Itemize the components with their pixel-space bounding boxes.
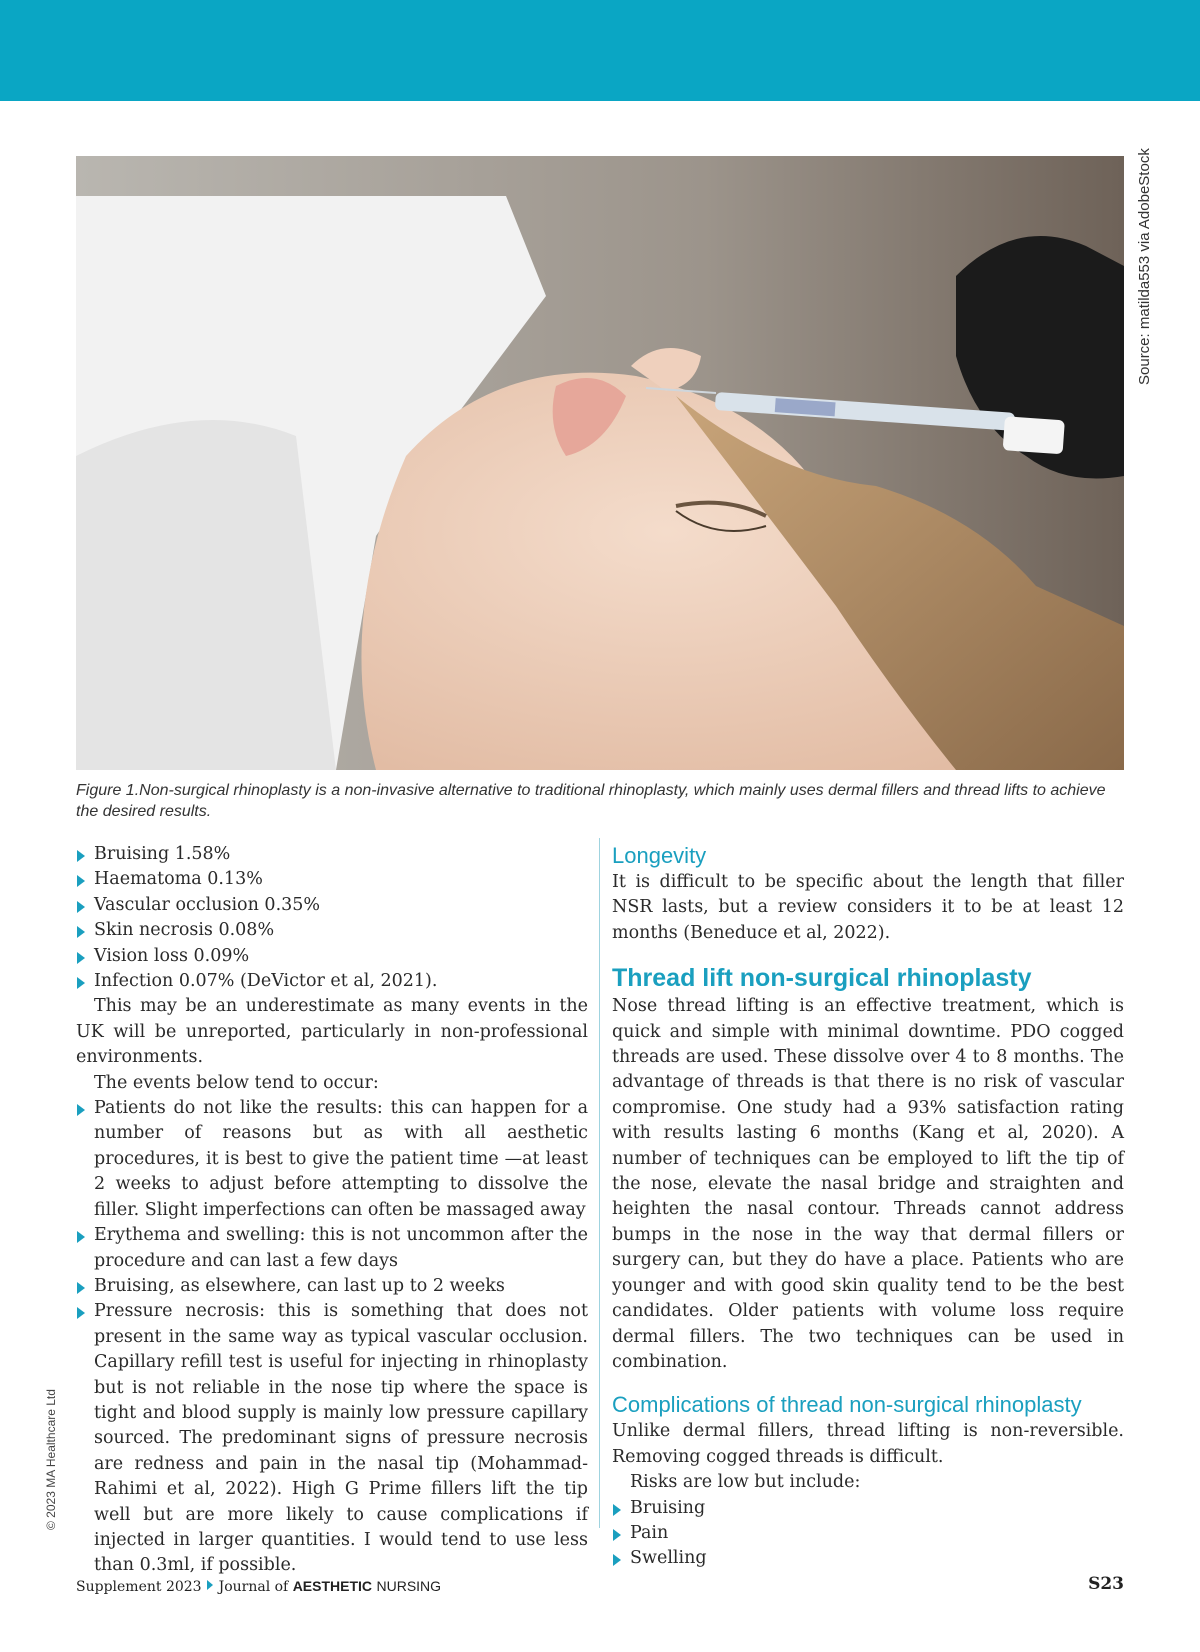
list-item <box>76 1274 588 1299</box>
right-column <box>612 842 1124 1572</box>
list-item-text: Haematoma 0.13% <box>94 869 263 890</box>
list-item <box>76 1096 588 1223</box>
page-footer <box>76 1574 1124 1598</box>
arrow-bullet-icon <box>77 875 85 887</box>
list-item-text: Bruising 1.58% <box>94 844 231 864</box>
body-paragraph: Nose thread lifting is an effective treatment, which is quick and simple with minimal downtime. PDO cogged threads are used. These dissolve over 4 to 8 months. The advantage of threads is that there is no risk of vascular compromise. One study had a 93% satisfaction rating with results lasting 6 months (Kang et al, 2020). A number of techniques can be employed to lift the tip of the nose, elevate the nasal bridge and straighten and heighten the nasal contour. Threads cannot address bumps in the nose in the way that dermal fillers or surgery can, but they do have a place. Patients who are younger and with good skin quality tend to be the best candidates. Older patients with volume loss require dermal fillers. The two techniques can be used in combination. <box>612 996 1124 1372</box>
list-item <box>76 969 588 994</box>
complication-rates-list <box>76 842 588 994</box>
arrow-bullet-icon <box>77 901 85 913</box>
list-item-text: Pain <box>630 1522 669 1543</box>
list-item-text: Vascular occlusion 0.35% <box>94 894 321 915</box>
arrow-bullet-icon <box>613 1529 621 1541</box>
list-item-text: Pressure necrosis: this is something that does not present in the same way as typical vascular occlusion. Capillary refill test is useful for injecting in rhinoplasty but is not reliable in the nose tip where the space is tight and blood supply is mainly low pressure capillary sourced. The predominant signs of pressure necrosis are redness and pain in the nasal tip (Mohammad-Rahimi et al, 2022). High G Prime fillers lift the tip well but are more likely to cause complications if injected in larger quantities. I would tend to use less than 0.3ml, if possible. <box>94 1301 588 1576</box>
body-paragraph: It is difficult to be specific about the length that filler NSR lasts, but a review considers it to be at least 12 months (Beneduce et al, 2022). <box>612 872 1124 943</box>
copyright-note <box>44 1380 64 1530</box>
heading-longevity: Longevity <box>612 843 707 868</box>
footer-source <box>76 1578 441 1595</box>
photo-credit-text: Source: matilda553 via AdobeStock <box>1136 148 1153 385</box>
list-item-text: Swelling <box>630 1548 707 1569</box>
body-paragraph: Unlike dermal fillers, thread lifting is non-reversible. Removing cogged threads is difficult. <box>612 1421 1124 1467</box>
top-color-bar <box>0 0 1200 101</box>
arrow-bullet-icon <box>77 977 85 989</box>
footer-nursing: NURSING <box>376 1578 442 1594</box>
arrow-bullet-icon <box>77 1104 85 1116</box>
arrow-bullet-icon <box>613 1504 621 1516</box>
arrow-bullet-icon <box>77 1231 85 1243</box>
list-item <box>612 1496 1124 1521</box>
list-item-text: Erythema and swelling: this is not uncommon after the procedure and can last a few days <box>94 1225 588 1271</box>
figure-caption: Figure 1.Non-surgical rhinoplasty is a non-invasive alternative to traditional rhinoplasty, which mainly uses dermal fillers and thread lifts to achieve the desired results. <box>76 782 1106 820</box>
arrow-bullet-icon <box>77 1307 85 1319</box>
risks-list <box>612 1496 1124 1572</box>
left-column <box>76 842 588 1579</box>
body-paragraph: The events below tend to occur: <box>94 1072 379 1093</box>
list-item-text: Patients do not like the results: this can happen for a number of reasons but as with all aesthetic procedures, it is best to give the patient time —at least 2 weeks to adjust before attempting to dissolve the filler. Slight imperfections can often be massaged away <box>94 1098 588 1220</box>
page-number: S23 <box>1088 1574 1124 1594</box>
arrow-bullet-icon <box>77 850 85 862</box>
list-item-text: Infection 0.07% (DeVictor et al, 2021). <box>94 971 438 992</box>
list-item <box>76 918 588 943</box>
body-paragraph: This may be an underestimate as many events in the UK will be unreported, particularly in non-professional environments. <box>76 996 588 1068</box>
list-item <box>76 944 588 969</box>
body-paragraph: Risks are low but include: <box>630 1472 861 1493</box>
list-item <box>76 1223 588 1274</box>
list-item <box>76 867 588 892</box>
arrow-bullet-icon <box>77 952 85 964</box>
figure-photo <box>76 156 1124 770</box>
arrow-bullet-icon <box>613 1554 621 1566</box>
heading-complications: Complications of thread non-surgical rhinoplasty <box>612 1392 1082 1418</box>
list-item <box>76 1299 588 1578</box>
list-item <box>612 1546 1124 1571</box>
heading-thread-lift: Thread lift non-surgical rhinoplasty <box>612 964 1032 993</box>
footer-supplement: Supplement 2023 <box>76 1579 202 1595</box>
arrow-bullet-icon <box>77 926 85 938</box>
list-item-text: Bruising, as elsewhere, can last up to 2 weeks <box>94 1275 505 1296</box>
footer-brand: AESTHETIC <box>292 1578 373 1594</box>
list-item <box>76 842 588 867</box>
list-item-text: Skin necrosis 0.08% <box>94 920 275 941</box>
list-item <box>612 1521 1124 1546</box>
photo-credit <box>1136 148 1160 385</box>
list-item <box>76 893 588 918</box>
footer-journal-of: Journal of <box>218 1579 289 1595</box>
column-divider <box>599 838 600 1528</box>
list-item-text: Vision loss 0.09% <box>94 945 250 966</box>
copyright-text: © 2023 MA Healthcare Ltd <box>44 1389 58 1530</box>
arrow-icon <box>207 1580 213 1590</box>
list-item-text: Bruising <box>630 1497 706 1518</box>
events-list <box>76 1096 588 1579</box>
arrow-bullet-icon <box>77 1282 85 1294</box>
